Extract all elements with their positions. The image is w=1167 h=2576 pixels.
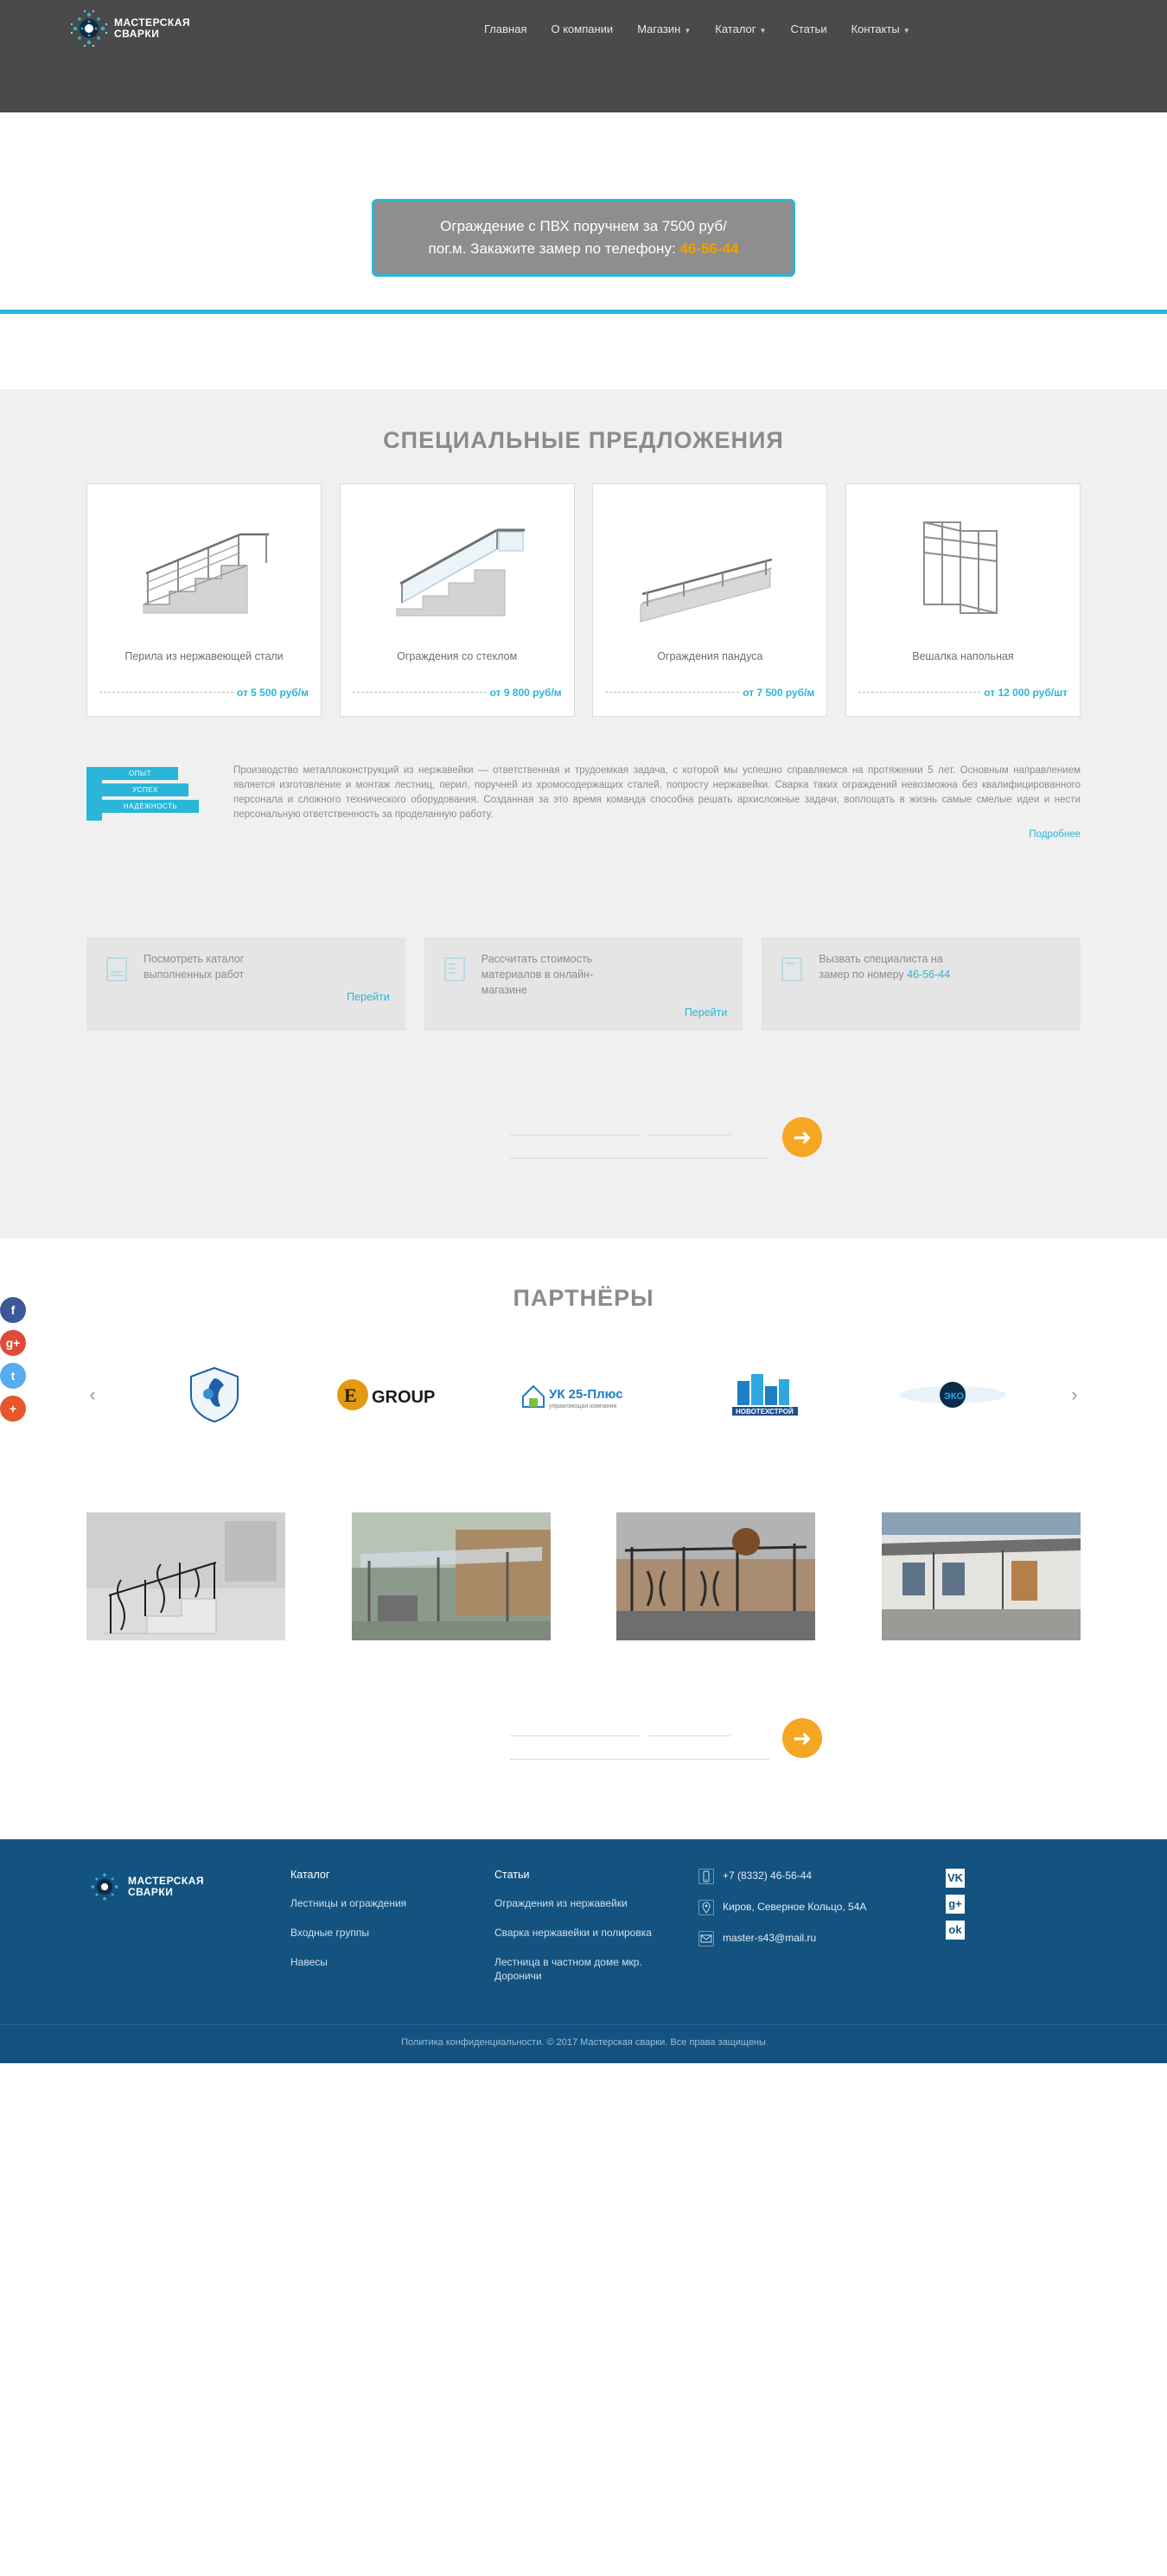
offer-card[interactable] [592,483,827,717]
partners-prev-arrow[interactable]: ‹ [89,1384,96,1405]
promo-line2: пог.м. Закажите замер по телефону: [428,240,676,257]
footer-contact-address [698,1900,923,1915]
tile-body [481,951,728,1019]
about-badges [86,764,216,842]
more-share-button[interactable]: + [0,1396,26,1422]
footer-link-article-welding[interactable]: Сварка нержавейки и полировка [494,1927,652,1939]
footer-logo-column [86,1869,268,1998]
svg-text:УК 25-Плюс: УК 25-Плюс [548,1387,623,1402]
hero-banner [0,112,1167,389]
ramp-railing-icon [605,496,814,635]
footer-link-entrance-groups[interactable]: Входные группы [290,1927,369,1939]
partner-logo-eg-group[interactable] [325,1364,472,1426]
tile-text [143,951,390,982]
offer-title: Вешалка напольная [912,650,1014,662]
review-placeholder-lines [510,1735,769,1782]
facebook-share-button[interactable]: f [0,1297,26,1323]
partner-logo-uk25plus[interactable] [510,1364,657,1426]
tile-body [819,951,1065,1019]
reviews-slider-top [86,1083,1081,1238]
footer-phone-text: +7 (8332) 46-56-44 [723,1870,813,1882]
site-header [0,0,1167,67]
tile-text [819,951,1065,982]
review-line [510,1759,769,1760]
gplus-icon[interactable]: g+ [946,1895,965,1914]
nav-item-catalog[interactable] [715,22,766,35]
tile-text-line2: материалов в онлайн- [481,968,594,981]
footer-link-stairs[interactable]: Лестницы и ограждения [290,1897,407,1909]
svg-text:управляющая компания: управляющая компания [548,1403,617,1409]
offer-price: от 7 500 руб/м [743,687,815,699]
footer-link-canopies[interactable]: Навесы [290,1956,328,1968]
floor-hanger-icon [858,496,1068,635]
reviews-next-button[interactable]: ➜ [782,1117,822,1157]
offer-price: от 9 800 руб/м [489,687,562,699]
offer-price-row [858,687,1068,699]
offers-card-list [86,483,1081,751]
reviews-slider-bottom [86,1675,1081,1839]
nav-item-home[interactable] [484,22,526,35]
tile-catalog[interactable] [86,937,405,1031]
footer-contact-email[interactable] [698,1931,923,1946]
tile-calculator[interactable] [424,937,743,1031]
review-line [510,1735,640,1736]
tile-body [143,951,390,1019]
gallery-photo-building[interactable] [882,1512,1081,1640]
tile-link-catalog[interactable]: Перейти [347,991,390,1003]
offer-price-row [605,687,814,699]
copyright-text: © 2017 Мастерская сварки. Все права защищены [546,2037,766,2048]
gallery-photo-fence[interactable] [616,1512,815,1640]
nav-item-contacts[interactable] [851,22,910,35]
partner-logo-gerb[interactable] [141,1364,288,1426]
svg-text:ЭКО: ЭКО [944,1391,965,1402]
header-phone-strip [0,67,1167,112]
price-dash-line [353,692,487,693]
hero-divider [0,310,1167,314]
footer-logo-text [128,1876,204,1898]
tile-text [481,951,728,998]
gallery-photo-canopy[interactable] [352,1512,551,1640]
footer-logo-mark-icon [86,1869,123,1905]
footer-contact-phone[interactable] [698,1869,923,1884]
about-text: Производство металлоконструкций из нержавейки — ответственная и трудоемкая задача, с которой мы успешно справляемся на протяжении 5 лет. Основным направлением является изготовление и монтаж лестниц, перил, поручней из хромосодержащих сталей, попросту нержавейки. Сварка таких ограждений невозможна без квалифицированного персонала и сложного технического оборудования. Созданная за это время команда способна решать архисложные задачи, воплощать в жизнь самые смелые идеи и нести персональную ответственность за проделанную работу. [233,765,1081,820]
svg-text:НОВОТЕХСТРОЙ: НОВОТЕХСТРОЙ [735,1408,794,1416]
promo-line1: Ограждение с ПВХ поручнем за 7500 руб/ [440,218,727,234]
svg-text:GROUP: GROUP [372,1388,436,1407]
nav-item-shop[interactable] [637,22,691,35]
main-nav [484,22,910,35]
price-dash-line [605,692,739,693]
badge-reliability: НАДЁЖНОСТЬ [102,800,199,813]
partners-title: ПАРТНЁРЫ [513,1285,654,1311]
review-line [510,1158,769,1159]
footer-contacts-column [698,1869,923,1998]
about-more-link[interactable]: Подробнее [1029,829,1081,840]
about-block [86,751,1081,877]
offer-title: Перила из нержавеющей стали [124,650,284,662]
nav-label: Магазин [637,22,681,35]
partner-logo-novotehstroy[interactable] [695,1364,842,1426]
mail-icon [698,1931,714,1946]
google-plus-share-button[interactable]: g+ [0,1330,26,1356]
nav-item-about[interactable] [551,22,613,35]
nav-label: О компании [551,22,614,35]
glass-railing-icon [353,496,562,635]
ok-icon[interactable]: ok [946,1921,965,1940]
site-footer [0,1839,1167,2063]
nav-label: Каталог [715,22,756,35]
tile-text-line1: Посмотреть каталог [143,953,245,965]
offer-card[interactable] [340,483,575,717]
nav-label: Статьи [790,22,827,35]
catalog-icon [102,951,133,1019]
offer-card[interactable] [845,483,1081,717]
tile-text-line1: Рассчитать стоимость [481,953,593,965]
nav-item-articles[interactable] [790,22,826,35]
works-gallery [86,1461,1081,1675]
reviews-next-button-bottom[interactable]: ➜ [782,1718,822,1758]
partners-carousel [82,1341,1085,1461]
social-share-rail [0,1297,31,1422]
privacy-policy-link[interactable]: Политика конфиденциальности. [401,2037,545,2048]
footer-articles-column [494,1869,676,1998]
review-placeholder-lines [510,1135,769,1181]
nav-label: Контакты [851,22,900,35]
offer-title: Ограждения пандуса [657,650,763,662]
footer-content [86,1869,1081,1998]
vk-icon[interactable]: VK [946,1869,965,1888]
footer-link-article-stairs-house[interactable]: Лестница в частном доме мкр. Дороничи [494,1956,642,1982]
footer-logo-line2: СВАРКИ [128,1886,174,1898]
offer-card[interactable] [86,483,322,717]
svg-text:E: E [344,1384,357,1406]
footer-email-text: master-s43@mail.ru [723,1932,817,1944]
action-tiles [86,877,1081,1083]
footer-link-article-fences[interactable]: Ограждения из нержавейки [494,1897,628,1909]
tile-text-line1: Вызвать специалиста на [819,953,943,965]
tile-phone[interactable]: 46-56-44 [907,968,951,981]
offer-price-row [353,687,562,699]
phone-icon [698,1869,714,1884]
special-offers-title: СПЕЦИАЛЬНЫЕ ПРЕДЛОЖЕНИЯ [383,427,784,453]
tile-text-line3: магазине [481,984,527,996]
footer-bottom-bar [0,2024,1167,2063]
about-text-wrap [233,764,1081,842]
footer-address-text: Киров, Северное Кольцо, 54А [723,1901,867,1913]
calculator-icon [440,951,471,1019]
chevron-down-icon: ▼ [684,27,692,35]
footer-articles-head[interactable]: Статьи [494,1869,530,1881]
tile-text-line2: замер по номеру [819,968,904,981]
offer-price: от 12 000 руб/шт [984,687,1068,699]
price-dash-line [858,692,980,693]
gallery-photo-stairs[interactable] [86,1512,285,1640]
logo-text [114,17,190,40]
review-line [648,1735,730,1736]
chevron-down-icon: ▼ [759,27,767,35]
offer-price-row [99,687,309,699]
tile-text-line2: выполненных работ [143,968,245,981]
partner-logo-eko[interactable] [879,1364,1026,1426]
logo-mark-icon [69,9,109,48]
promo-phone[interactable]: 46-56-44 [679,240,739,257]
footer-social-column [946,1869,1015,1998]
offer-title: Ограждения со стеклом [397,650,518,662]
nav-label: Главная [484,22,527,35]
offer-price: от 5 500 руб/м [236,687,309,699]
stair-railing-icon [99,496,309,635]
tile-link-calculator[interactable]: Перейти [684,1007,728,1019]
badge-experience: ОПЫТ [102,767,178,780]
promo-callout[interactable] [372,199,795,277]
footer-catalog-column [290,1869,472,1998]
specialist-icon [777,951,808,1019]
logo-text-line2: СВАРКИ [114,28,160,40]
twitter-share-button[interactable]: t [0,1363,26,1389]
special-offers-section [0,389,1167,1238]
footer-catalog-head[interactable]: Каталог [290,1869,330,1881]
partners-next-arrow[interactable]: › [1071,1384,1078,1405]
footer-logo[interactable] [86,1869,268,1905]
site-logo[interactable] [69,9,190,48]
footer-logo-line1: МАСТЕРСКАЯ [128,1875,205,1887]
partners-section [0,1238,1167,1461]
chevron-down-icon: ▼ [902,27,910,35]
badge-success: УСПЕХ [102,783,188,796]
badge-accent-bar [86,767,102,821]
pin-icon [698,1900,714,1915]
price-dash-line [99,692,233,693]
tile-specialist[interactable] [762,937,1081,1031]
logo-text-line1: МАСТЕРСКАЯ [114,16,191,29]
